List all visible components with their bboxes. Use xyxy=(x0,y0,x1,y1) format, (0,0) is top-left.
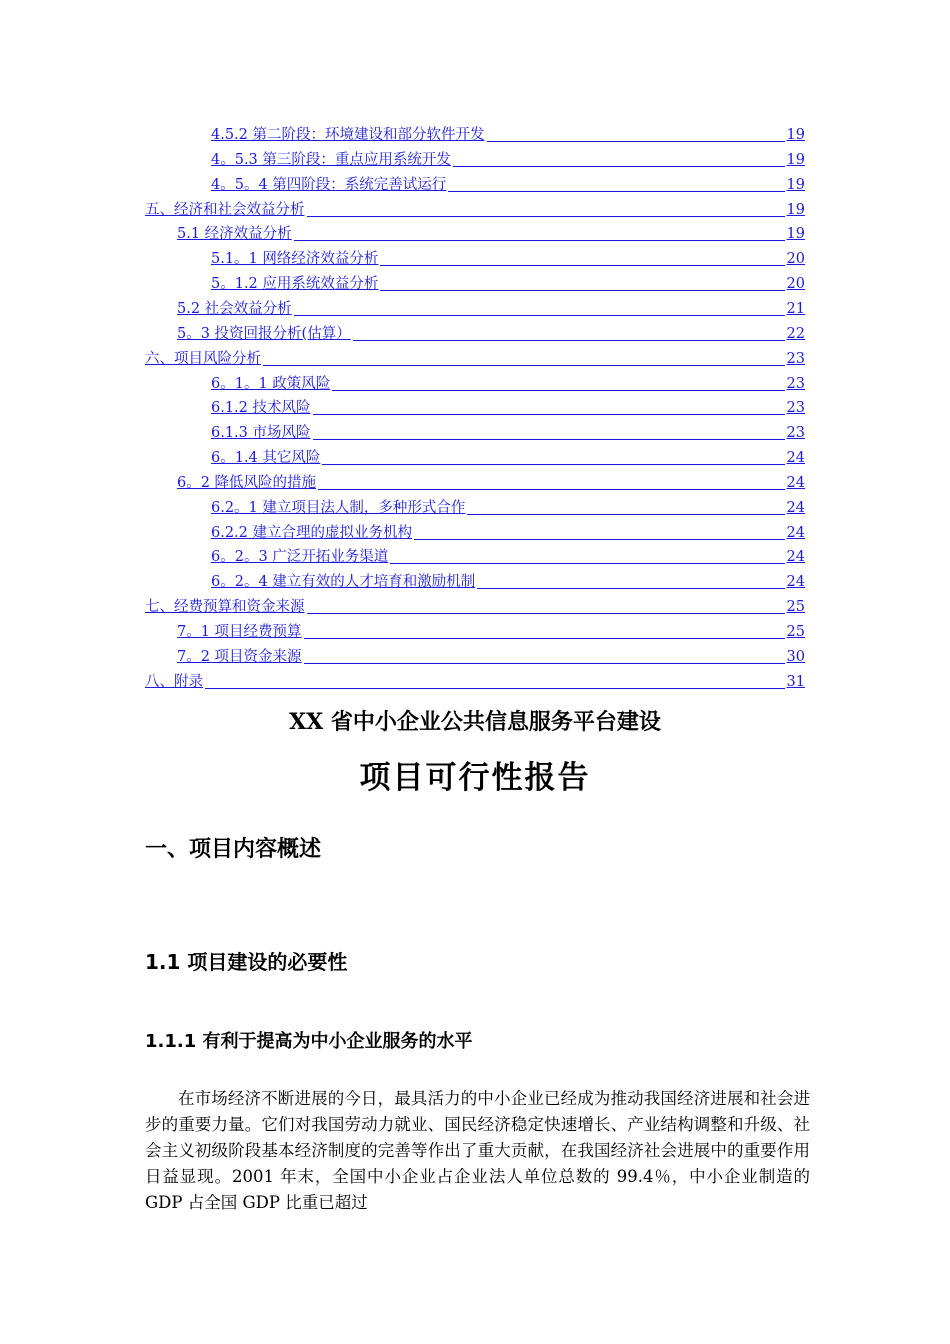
toc-entry-page: 24 xyxy=(786,474,805,491)
toc-entry-title: 7。2 项目资金来源 xyxy=(177,648,302,665)
toc-entry-title: 6.1.2 技术风险 xyxy=(211,400,311,417)
toc-entry-page: 23 xyxy=(786,400,805,417)
toc-entry-title: 4。5.3 第三阶段：重点应用系统开发 xyxy=(211,151,451,168)
toc-entry-title: 6。2。4 建立有效的人才培育和激励机制 xyxy=(211,574,476,591)
toc-entry-page: 24 xyxy=(786,574,805,591)
toc-entry[interactable] xyxy=(177,471,805,495)
toc-entry[interactable] xyxy=(145,595,805,619)
document-subtitle: 项目可行性报告 xyxy=(359,760,591,796)
toc-leader-dots xyxy=(467,514,784,515)
toc-leader-dots xyxy=(453,166,785,167)
toc-entry-page: 24 xyxy=(786,499,805,516)
toc-entry-page: 19 xyxy=(786,127,805,143)
toc-entry-title: 5.1。1 网络经济效益分析 xyxy=(211,251,379,268)
toc-leader-dots xyxy=(304,663,785,664)
toc-entry-page: 20 xyxy=(786,251,805,268)
toc-entry-page: 20 xyxy=(786,276,805,293)
toc-entry-page: 23 xyxy=(786,425,805,442)
section-heading: 一、项目内容概述 xyxy=(145,837,322,862)
toc-entry-title: 八、附录 xyxy=(145,673,203,690)
toc-leader-dots xyxy=(332,390,784,391)
toc-entry[interactable] xyxy=(211,496,805,520)
toc-entry[interactable] xyxy=(211,372,805,396)
subsubsection-heading: 1.1.1 有利于提高为中小企业服务的水平 xyxy=(145,1031,473,1052)
toc-entry-title: 5.2 社会效益分析 xyxy=(177,300,292,317)
toc-entry-title: 6。1.4 其它风险 xyxy=(211,450,321,467)
toc-leader-dots xyxy=(294,315,785,316)
toc-leader-dots xyxy=(263,365,785,366)
toc-leader-dots xyxy=(318,489,784,490)
toc-entry[interactable] xyxy=(145,347,805,371)
toc-entry-title: 6.2。1 建立项目法人制，多种形式合作 xyxy=(211,499,466,516)
toc-entry-title: 6.2.2 建立合理的虚拟业务机构 xyxy=(211,524,413,541)
toc-leader-dots xyxy=(353,340,785,341)
toc-entry[interactable] xyxy=(177,297,805,321)
toc-entry[interactable] xyxy=(211,272,805,296)
toc-leader-dots xyxy=(414,539,785,540)
toc-entry[interactable] xyxy=(177,620,805,644)
toc-entry-page: 24 xyxy=(786,450,805,467)
toc-entry[interactable] xyxy=(177,322,805,346)
body-paragraph xyxy=(145,1086,810,1216)
toc-entry-title: 6.1.3 市场风险 xyxy=(211,425,311,442)
toc-entry-page: 19 xyxy=(786,151,805,168)
toc-leader-dots xyxy=(205,688,785,689)
toc-leader-dots xyxy=(322,464,784,465)
toc-entry[interactable] xyxy=(211,173,805,197)
toc-leader-dots xyxy=(307,216,785,217)
toc-entry-title: 5.1 经济效益分析 xyxy=(177,226,292,243)
toc-leader-dots xyxy=(380,290,784,291)
subsection-heading: 1.1 项目建设的必要性 xyxy=(145,950,348,974)
document-title: XX 省中小企业公共信息服务平台建设 xyxy=(289,709,661,735)
toc-leader-dots xyxy=(380,265,784,266)
toc-entry[interactable] xyxy=(211,521,805,545)
paragraph-text: 在市场经济不断进展的今日，最具活力的中小企业已经成为推动我国经济进展和社会进步的重要力量。它们对我国劳动力就业、国民经济稳定快速增长、产业结构调整和升级、社会主义初级阶段基本经济制度的完善等作出了重大贡献，在我国经济社会进展中的重要作用日益显现。2001 年末，全国中小企业占企业法人单位总数的 99.4％，中小企业制造的 GDP 占全国 GDP 比重已超过 xyxy=(145,1089,810,1212)
toc-entry-page: 23 xyxy=(786,375,805,392)
toc-entry-page: 19 xyxy=(786,226,805,243)
toc-entry-page: 19 xyxy=(786,176,805,193)
toc-entry-page: 24 xyxy=(786,549,805,566)
toc-leader-dots xyxy=(313,414,785,415)
toc-entry-title: 5。1.2 应用系统效益分析 xyxy=(211,276,379,293)
toc-entry-title: 6。1。1 政策风险 xyxy=(211,375,331,392)
toc-entry[interactable] xyxy=(211,570,805,594)
toc-leader-dots xyxy=(477,588,784,589)
toc-entry-title: 4。5。4 第四阶段：系统完善试运行 xyxy=(211,176,447,193)
toc-leader-dots xyxy=(294,240,785,241)
toc-entry-page: 19 xyxy=(786,201,805,218)
toc-entry-title: 五、经济和社会效益分析 xyxy=(145,201,305,218)
toc-leader-dots xyxy=(307,613,785,614)
toc-leader-dots xyxy=(448,191,784,192)
toc-entry[interactable] xyxy=(177,222,805,246)
toc-entry-title: 7。1 项目经费预算 xyxy=(177,624,302,640)
toc-leader-dots xyxy=(487,141,785,142)
toc-entry-page: 25 xyxy=(786,624,805,640)
toc-entry-page: 31 xyxy=(786,673,805,690)
toc-entry[interactable] xyxy=(145,198,805,222)
toc-entry[interactable] xyxy=(211,446,805,470)
toc-entry-page: 25 xyxy=(786,599,805,616)
toc-entry-title: 六、项目风险分析 xyxy=(145,350,261,367)
toc-entry-title: 6。2。3 广泛开拓业务渠道 xyxy=(211,549,389,566)
toc-entry[interactable] xyxy=(211,123,805,147)
toc-entry[interactable] xyxy=(211,148,805,172)
toc-entry[interactable] xyxy=(211,421,805,445)
toc-entry[interactable] xyxy=(177,645,805,669)
toc-entry[interactable] xyxy=(145,670,805,694)
toc-entry-page: 23 xyxy=(786,350,805,367)
toc-entry-title: 4.5.2 第二阶段：环境建设和部分软件开发 xyxy=(211,127,485,143)
toc-entry[interactable] xyxy=(211,247,805,271)
toc-leader-dots xyxy=(390,563,784,564)
toc-entry-page: 21 xyxy=(786,300,805,317)
toc-leader-dots xyxy=(313,439,785,440)
toc-entry[interactable] xyxy=(211,545,805,569)
toc-entry-page: 24 xyxy=(786,524,805,541)
toc-entry-title: 5。3 投资回报分析(估算） xyxy=(177,325,351,342)
toc-entry-title: 6。2 降低风险的措施 xyxy=(177,474,317,491)
toc-entry-title: 七、经费预算和资金来源 xyxy=(145,599,305,616)
toc-entry[interactable] xyxy=(211,396,805,420)
toc-entry-page: 22 xyxy=(786,325,805,342)
toc-entry-page: 30 xyxy=(786,648,805,665)
toc-leader-dots xyxy=(304,638,785,639)
